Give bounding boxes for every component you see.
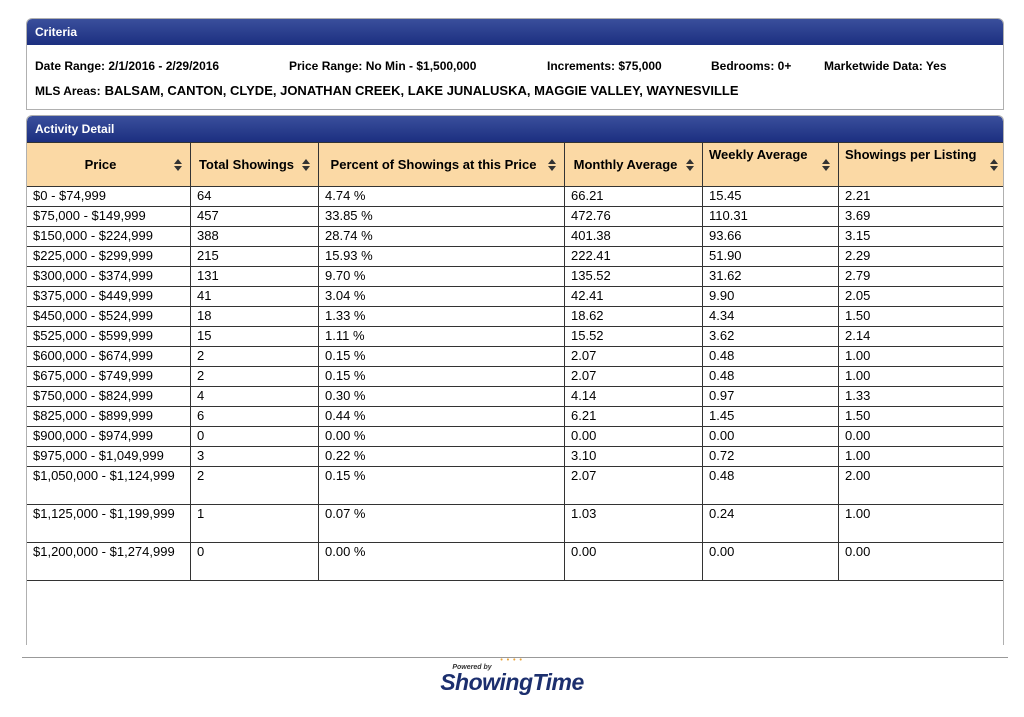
cell-percent: 15.93 % [319, 247, 565, 267]
cell-weekly-average: 0.00 [703, 427, 839, 447]
activity-header: Activity Detail [27, 116, 1003, 142]
cell-price: $675,000 - $749,999 [27, 367, 191, 387]
column-label: Showings per Listing [845, 147, 977, 162]
table-row [27, 467, 1005, 505]
table-row [27, 447, 1005, 467]
cell-monthly-average: 1.03 [565, 505, 703, 543]
table-row [27, 327, 1005, 347]
cell-showings-per-listing: 2.14 [839, 327, 1005, 347]
cell-total-showings: 15 [191, 327, 319, 347]
table-row [27, 227, 1005, 247]
column-label: Percent of Showings at this Price [330, 157, 537, 172]
cell-total-showings: 6 [191, 407, 319, 427]
bedrooms: Bedrooms: 0+ [711, 59, 792, 73]
cell-weekly-average: 51.90 [703, 247, 839, 267]
cell-monthly-average: 2.07 [565, 367, 703, 387]
cell-percent: 3.04 % [319, 287, 565, 307]
cell-price: $1,200,000 - $1,274,999 [27, 543, 191, 581]
table-row [27, 543, 1005, 581]
cell-total-showings: 64 [191, 187, 319, 207]
cell-showings-per-listing: 1.50 [839, 307, 1005, 327]
cell-price: $300,000 - $374,999 [27, 267, 191, 287]
cell-monthly-average: 66.21 [565, 187, 703, 207]
cell-showings-per-listing: 1.50 [839, 407, 1005, 427]
cell-price: $75,000 - $149,999 [27, 207, 191, 227]
cell-monthly-average: 472.76 [565, 207, 703, 227]
cell-total-showings: 4 [191, 387, 319, 407]
table-row [27, 347, 1005, 367]
table-row [27, 505, 1005, 543]
cell-weekly-average: 31.62 [703, 267, 839, 287]
table-row [27, 187, 1005, 207]
column-header-weekly-average[interactable] [703, 143, 839, 187]
mls-areas-value: BALSAM, CANTON, CLYDE, JONATHAN CREEK, LAKE JUNALUSKA, MAGGIE VALLEY, WAYNESVILLE [104, 83, 739, 98]
cell-total-showings: 215 [191, 247, 319, 267]
cell-weekly-average: 0.72 [703, 447, 839, 467]
price-range: Price Range: No Min - $1,500,000 [289, 59, 477, 73]
table-row [27, 367, 1005, 387]
cell-weekly-average: 4.34 [703, 307, 839, 327]
cell-weekly-average: 110.31 [703, 207, 839, 227]
mls-areas-label: MLS Areas: [35, 84, 101, 98]
cell-percent: 0.44 % [319, 407, 565, 427]
column-label: Price [84, 157, 117, 172]
sort-icon[interactable] [822, 158, 830, 172]
cell-showings-per-listing: 3.69 [839, 207, 1005, 227]
cell-weekly-average: 0.97 [703, 387, 839, 407]
cell-percent: 4.74 % [319, 187, 565, 207]
cell-weekly-average: 1.45 [703, 407, 839, 427]
criteria-panel [26, 18, 1004, 110]
cell-monthly-average: 18.62 [565, 307, 703, 327]
cell-percent: 0.07 % [319, 505, 565, 543]
column-label: Weekly Average [709, 147, 808, 162]
date-range: Date Range: 2/1/2016 - 2/29/2016 [35, 59, 220, 73]
cell-weekly-average: 0.24 [703, 505, 839, 543]
cell-percent: 0.22 % [319, 447, 565, 467]
cell-weekly-average: 15.45 [703, 187, 839, 207]
cell-total-showings: 2 [191, 467, 319, 505]
cell-percent: 0.15 % [319, 467, 565, 505]
cell-percent: 0.15 % [319, 367, 565, 387]
showingtime-logo [0, 657, 1024, 696]
column-label: Total Showings [198, 157, 295, 172]
cell-percent: 33.85 % [319, 207, 565, 227]
sort-icon[interactable] [686, 158, 694, 172]
cell-monthly-average: 135.52 [565, 267, 703, 287]
cell-price: $825,000 - $899,999 [27, 407, 191, 427]
column-header-showings-per-listing[interactable] [839, 143, 1005, 187]
table-header-row [27, 143, 1005, 187]
column-header-price[interactable] [27, 143, 191, 187]
cell-weekly-average: 93.66 [703, 227, 839, 247]
cell-percent: 0.30 % [319, 387, 565, 407]
cell-percent: 9.70 % [319, 267, 565, 287]
cell-showings-per-listing: 1.00 [839, 447, 1005, 467]
cell-showings-per-listing: 1.00 [839, 367, 1005, 387]
powered-by-label: Powered by [452, 664, 492, 671]
cell-total-showings: 41 [191, 287, 319, 307]
cell-percent: 0.15 % [319, 347, 565, 367]
activity-detail-panel [26, 115, 1004, 645]
cell-total-showings: 18 [191, 307, 319, 327]
table-row [27, 207, 1005, 227]
cell-percent: 0.00 % [319, 543, 565, 581]
brand-text: ShowingTime [440, 669, 584, 695]
column-label: Monthly Average [573, 157, 678, 172]
table-row [27, 267, 1005, 287]
cell-weekly-average: 0.00 [703, 543, 839, 581]
cell-showings-per-listing: 2.05 [839, 287, 1005, 307]
cell-total-showings: 1 [191, 505, 319, 543]
cell-showings-per-listing: 0.00 [839, 543, 1005, 581]
cell-total-showings: 2 [191, 367, 319, 387]
cell-price: $750,000 - $824,999 [27, 387, 191, 407]
cell-total-showings: 0 [191, 543, 319, 581]
cell-price: $150,000 - $224,999 [27, 227, 191, 247]
column-header-total-showings[interactable] [191, 143, 319, 187]
column-header-percent-of-showings[interactable] [319, 143, 565, 187]
cell-monthly-average: 15.52 [565, 327, 703, 347]
cell-price: $375,000 - $449,999 [27, 287, 191, 307]
table-row [27, 287, 1005, 307]
cell-showings-per-listing: 0.00 [839, 427, 1005, 447]
cell-percent: 1.11 % [319, 327, 565, 347]
cell-showings-per-listing: 1.33 [839, 387, 1005, 407]
sort-icon[interactable] [174, 158, 182, 172]
cell-weekly-average: 9.90 [703, 287, 839, 307]
cell-monthly-average: 2.07 [565, 467, 703, 505]
cell-price: $225,000 - $299,999 [27, 247, 191, 267]
cell-total-showings: 3 [191, 447, 319, 467]
table-row [27, 307, 1005, 327]
cell-monthly-average: 4.14 [565, 387, 703, 407]
table-row [27, 247, 1005, 267]
cell-monthly-average: 0.00 [565, 543, 703, 581]
cell-price: $0 - $74,999 [27, 187, 191, 207]
cell-total-showings: 131 [191, 267, 319, 287]
cell-price: $600,000 - $674,999 [27, 347, 191, 367]
cell-monthly-average: 0.00 [565, 427, 703, 447]
criteria-header: Criteria [27, 19, 1003, 45]
cell-total-showings: 2 [191, 347, 319, 367]
sort-icon[interactable] [302, 158, 310, 172]
cell-monthly-average: 6.21 [565, 407, 703, 427]
cell-showings-per-listing: 1.00 [839, 505, 1005, 543]
cell-showings-per-listing: 2.00 [839, 467, 1005, 505]
cell-price: $450,000 - $524,999 [27, 307, 191, 327]
cell-showings-per-listing: 2.79 [839, 267, 1005, 287]
cell-price: $900,000 - $974,999 [27, 427, 191, 447]
logo-dots-icon: • • • • [500, 657, 523, 664]
increments: Increments: $75,000 [547, 59, 662, 73]
cell-monthly-average: 42.41 [565, 287, 703, 307]
cell-percent: 0.00 % [319, 427, 565, 447]
cell-total-showings: 457 [191, 207, 319, 227]
cell-price: $975,000 - $1,049,999 [27, 447, 191, 467]
cell-weekly-average: 0.48 [703, 367, 839, 387]
table-row [27, 387, 1005, 407]
cell-monthly-average: 2.07 [565, 347, 703, 367]
cell-weekly-average: 3.62 [703, 327, 839, 347]
table-row [27, 407, 1005, 427]
column-header-monthly-average[interactable] [565, 143, 703, 187]
table-row [27, 427, 1005, 447]
cell-weekly-average: 0.48 [703, 347, 839, 367]
cell-total-showings: 388 [191, 227, 319, 247]
mls-areas-row [35, 83, 739, 98]
cell-weekly-average: 0.48 [703, 467, 839, 505]
cell-showings-per-listing: 2.29 [839, 247, 1005, 267]
activity-table [26, 142, 1004, 581]
cell-total-showings: 0 [191, 427, 319, 447]
cell-monthly-average: 222.41 [565, 247, 703, 267]
cell-percent: 28.74 % [319, 227, 565, 247]
cell-price: $525,000 - $599,999 [27, 327, 191, 347]
cell-monthly-average: 401.38 [565, 227, 703, 247]
cell-showings-per-listing: 3.15 [839, 227, 1005, 247]
cell-showings-per-listing: 1.00 [839, 347, 1005, 367]
sort-icon[interactable] [548, 158, 556, 172]
cell-price: $1,050,000 - $1,124,999 [27, 467, 191, 505]
cell-monthly-average: 3.10 [565, 447, 703, 467]
cell-price: $1,125,000 - $1,199,999 [27, 505, 191, 543]
marketwide-data: Marketwide Data: Yes [824, 59, 947, 73]
cell-percent: 1.33 % [319, 307, 565, 327]
cell-showings-per-listing: 2.21 [839, 187, 1005, 207]
sort-icon[interactable] [990, 158, 998, 172]
